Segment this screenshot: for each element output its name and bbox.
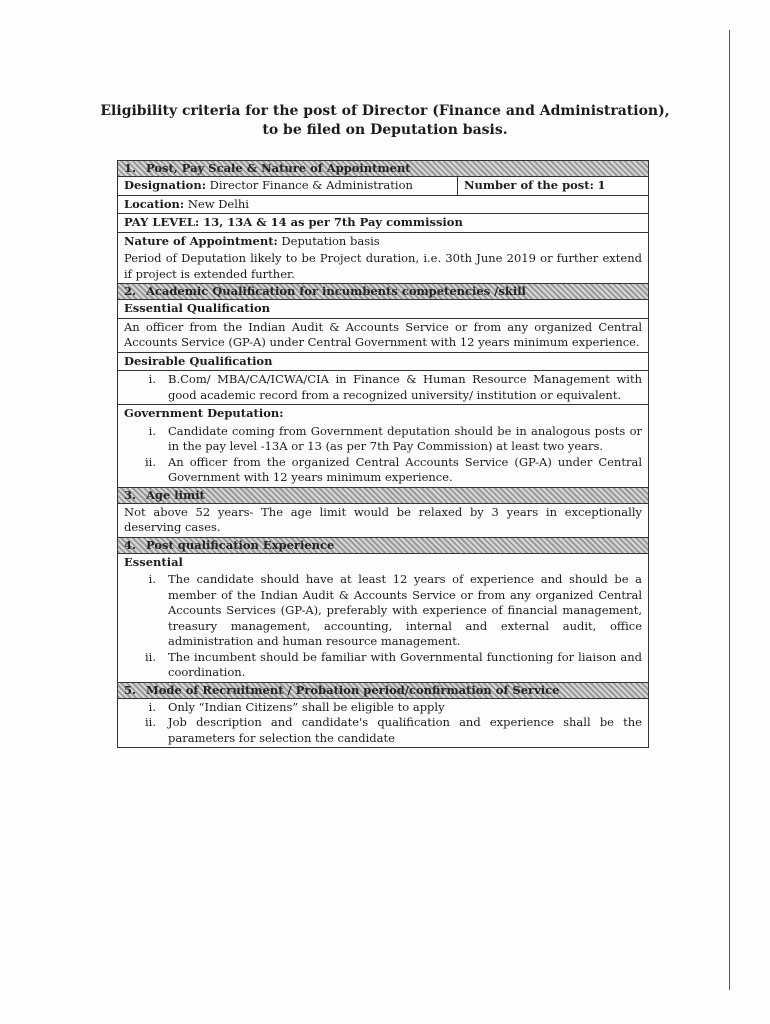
- list-item: [124, 424, 642, 455]
- section-3-heading: [118, 487, 648, 504]
- government-deputation-label: Government Deputation:: [124, 406, 284, 420]
- list-marker: i.: [148, 699, 156, 714]
- location-row: [118, 196, 648, 215]
- list-item-text: Candidate coming from Government deputation should be in analogous posts or in the pay level -13A or 13 (as per 7th Pay Commission) at least two years.: [168, 423, 642, 453]
- num-posts-label: Number of the post:: [464, 178, 594, 192]
- section-1-number: 1.: [124, 161, 137, 175]
- list-marker: ii.: [144, 454, 156, 469]
- list-marker: ii.: [144, 715, 156, 729]
- list-item-text: Only “Indian Citizens” shall be eligible to apply: [168, 699, 445, 714]
- title-line-1: Eligibility criteria for the post of Director (Finance and Administration),: [100, 103, 670, 119]
- list-marker: ii.: [144, 649, 156, 664]
- list-item-text: The candidate should have at least 12 years of experience and should be a member of the Indian Audit & Accounts Service or from any organized Central Accounts Services (GP-A), preferably with experience of financial management, treasury management, accounting, internal and external audit, office administration and human resource management.: [168, 572, 642, 648]
- section-4-title: Post qualification Experience: [146, 537, 335, 552]
- section-5-heading: [118, 682, 648, 699]
- list-item: [124, 572, 642, 650]
- document-title: [100, 102, 670, 140]
- essential-qualification-text: An officer from the Indian Audit & Accounts Service or from any organized Central Accounts Service (GP-A) under Central Government with 12 years minimum experience.: [118, 319, 648, 353]
- list-item: [124, 372, 642, 403]
- list-item-text: An officer from the organized Central Accounts Service (GP-A) under Central Government with 12 years minimum experience.: [168, 454, 642, 484]
- experience-list: [118, 571, 648, 682]
- list-marker: i.: [148, 372, 156, 386]
- criteria-table: [117, 160, 649, 748]
- location-value: New Delhi: [187, 196, 249, 211]
- scan-edge-line: [729, 30, 730, 990]
- location-label: Location:: [124, 196, 185, 211]
- list-item-text: The incumbent should be familiar with Governmental functioning for liaison and coordination.: [168, 649, 642, 679]
- num-posts-value: 1: [597, 178, 606, 192]
- designation-value: Director Finance & Administration: [209, 178, 413, 192]
- list-item-text: Job description and candidate's qualification and experience shall be the parameters for selection the candidate: [168, 715, 642, 745]
- section-2-title: Academic Qualification for incumbents competencies /skill: [146, 284, 526, 298]
- section-3-title: Age limit: [146, 487, 205, 502]
- nature-value: Deputation basis: [281, 233, 380, 248]
- section-3-number: 3.: [124, 487, 137, 502]
- list-marker: i.: [148, 572, 156, 586]
- pay-level-row: PAY LEVEL: 13, 13A & 14 as per 7th Pay commission: [118, 214, 648, 233]
- section-2-number: 2.: [124, 284, 137, 298]
- nature-row: [118, 233, 648, 251]
- designation-cell: [118, 177, 458, 195]
- age-limit-text: Not above 52 years- The age limit would be relaxed by 3 years in exceptionally deserving cases.: [124, 504, 642, 534]
- list-item-text: B.Com/ MBA/CA/ICWA/CIA in Finance & Human Resource Management with good academic record from a recognized university/ institution or equivalent.: [168, 372, 642, 402]
- section-5-title: Mode of Recruitment / Probation period/confirmation of Service: [146, 682, 560, 697]
- list-item: [124, 650, 642, 681]
- list-item: [124, 455, 642, 486]
- num-posts-cell: [458, 177, 648, 195]
- nature-label: Nature of Appointment:: [124, 233, 278, 248]
- desirable-qualification-label: Desirable Qualification: [118, 353, 648, 372]
- government-deputation-list: [118, 423, 648, 487]
- list-item: [124, 700, 642, 716]
- section-4-number: 4.: [124, 537, 137, 552]
- section-2-heading: [118, 283, 648, 300]
- designation-row: [118, 177, 648, 196]
- list-item: [124, 715, 642, 746]
- section-4-heading: [118, 537, 648, 554]
- title-line-2: to be filed on Deputation basis.: [262, 122, 508, 138]
- recruitment-list: [118, 699, 648, 748]
- experience-essential-label: Essential: [124, 554, 183, 569]
- designation-label: Designation:: [124, 178, 206, 192]
- period-row: Period of Deputation likely to be Project duration, i.e. 30th June 2019 or further extend if project is extended further.: [124, 251, 642, 281]
- essential-qualification-label: Essential Qualification: [118, 300, 648, 319]
- section-5-number: 5.: [124, 682, 137, 697]
- section-1-title: Post, Pay Scale & Nature of Appointment: [146, 161, 411, 175]
- section-1-heading: [118, 160, 648, 177]
- desirable-qualification-list: [118, 371, 648, 405]
- list-marker: i.: [148, 423, 156, 438]
